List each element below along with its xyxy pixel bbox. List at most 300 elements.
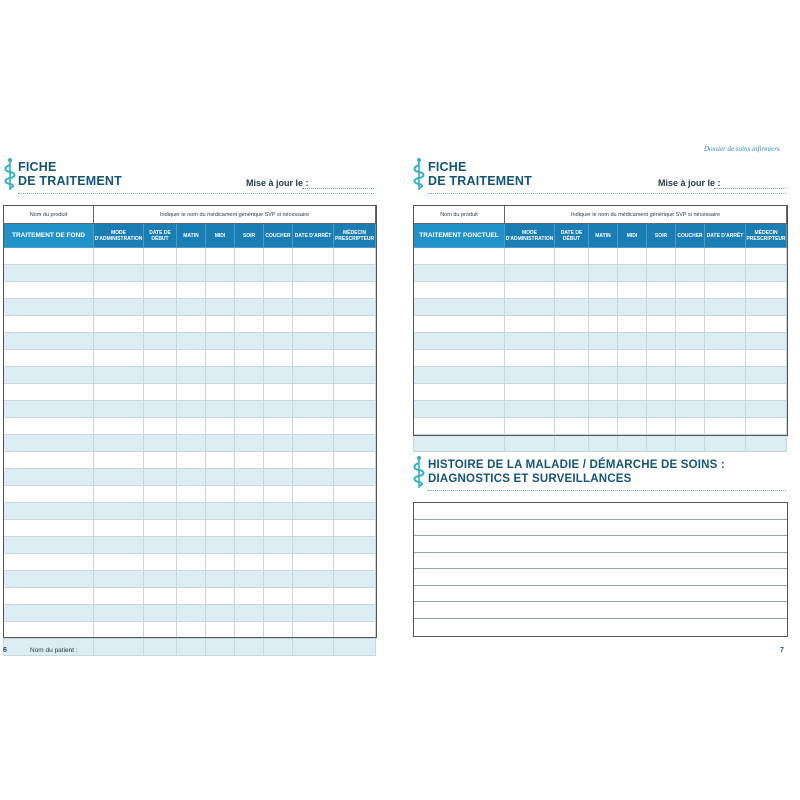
table-cell[interactable] (4, 520, 94, 537)
table-cell[interactable] (206, 469, 235, 486)
table-cell[interactable] (676, 418, 705, 435)
table-cell[interactable] (177, 384, 206, 401)
table-cell[interactable] (414, 265, 505, 282)
table-cell[interactable] (647, 367, 676, 384)
table-cell[interactable] (4, 452, 94, 469)
table-cell[interactable] (555, 265, 589, 282)
table-cell[interactable] (206, 384, 235, 401)
table-cell[interactable] (505, 316, 555, 333)
table-cell[interactable] (589, 299, 618, 316)
table-cell[interactable] (177, 503, 206, 520)
table-cell[interactable] (746, 418, 787, 435)
table-cell[interactable] (144, 537, 177, 554)
table-cell[interactable] (647, 299, 676, 316)
update-date-field[interactable] (714, 188, 786, 189)
table-cell[interactable] (177, 537, 206, 554)
table-cell[interactable] (235, 605, 264, 622)
table-cell[interactable] (206, 350, 235, 367)
table-cell[interactable] (705, 282, 746, 299)
table-cell[interactable] (94, 418, 144, 435)
table-cell[interactable] (206, 503, 235, 520)
table-cell[interactable] (589, 333, 618, 350)
table-cell[interactable] (206, 588, 235, 605)
table-cell[interactable] (94, 486, 144, 503)
table-cell[interactable] (4, 282, 94, 299)
table-cell[interactable] (235, 588, 264, 605)
table-cell[interactable] (177, 316, 206, 333)
table-cell[interactable] (177, 554, 206, 571)
table-cell[interactable] (144, 384, 177, 401)
update-date-field[interactable] (302, 188, 374, 189)
table-cell[interactable] (94, 639, 144, 656)
table-cell[interactable] (235, 316, 264, 333)
table-cell[interactable] (4, 469, 94, 486)
table-cell[interactable] (705, 367, 746, 384)
table-cell[interactable] (414, 350, 505, 367)
table-cell[interactable] (414, 384, 505, 401)
table-cell[interactable] (177, 435, 206, 452)
table-cell[interactable] (144, 588, 177, 605)
table-cell[interactable] (94, 248, 144, 265)
table-cell[interactable] (144, 418, 177, 435)
table-cell[interactable] (235, 639, 264, 656)
table-cell[interactable] (177, 469, 206, 486)
table-cell[interactable] (746, 350, 787, 367)
table-cell[interactable] (4, 571, 94, 588)
table-cell[interactable] (144, 554, 177, 571)
table-cell[interactable] (264, 452, 293, 469)
table-cell[interactable] (618, 248, 647, 265)
table-cell[interactable] (334, 588, 376, 605)
table-cell[interactable] (293, 452, 334, 469)
table-cell[interactable] (4, 588, 94, 605)
table-cell[interactable] (177, 639, 206, 656)
table-cell[interactable] (293, 503, 334, 520)
table-cell[interactable] (94, 299, 144, 316)
table-cell[interactable] (746, 367, 787, 384)
table-cell[interactable] (589, 248, 618, 265)
table-cell[interactable] (334, 469, 376, 486)
table-cell[interactable] (94, 265, 144, 282)
table-cell[interactable] (177, 588, 206, 605)
table-cell[interactable] (334, 435, 376, 452)
table-cell[interactable] (144, 282, 177, 299)
table-cell[interactable] (177, 350, 206, 367)
table-cell[interactable] (676, 299, 705, 316)
table-cell[interactable] (293, 333, 334, 350)
table-cell[interactable] (4, 503, 94, 520)
table-cell[interactable] (206, 248, 235, 265)
table-cell[interactable] (206, 316, 235, 333)
table-cell[interactable] (414, 316, 505, 333)
table-cell[interactable] (206, 401, 235, 418)
table-cell[interactable] (647, 333, 676, 350)
table-cell[interactable] (4, 435, 94, 452)
table-cell[interactable] (264, 537, 293, 554)
table-cell[interactable] (746, 401, 787, 418)
table-cell[interactable] (676, 248, 705, 265)
table-cell[interactable] (293, 435, 334, 452)
table-cell[interactable] (618, 384, 647, 401)
table-cell[interactable] (4, 265, 94, 282)
table-cell[interactable] (334, 605, 376, 622)
table-cell[interactable] (144, 265, 177, 282)
table-cell[interactable] (705, 248, 746, 265)
table-cell[interactable] (235, 571, 264, 588)
table-cell[interactable] (144, 605, 177, 622)
table-cell[interactable] (144, 435, 177, 452)
table-cell[interactable] (206, 299, 235, 316)
table-cell[interactable] (264, 435, 293, 452)
table-cell[interactable] (293, 265, 334, 282)
table-cell[interactable] (334, 452, 376, 469)
table-cell[interactable] (334, 503, 376, 520)
table-cell[interactable] (94, 367, 144, 384)
table-cell[interactable] (555, 248, 589, 265)
table-cell[interactable] (293, 401, 334, 418)
table-cell[interactable] (334, 486, 376, 503)
table-cell[interactable] (705, 401, 746, 418)
table-cell[interactable] (177, 367, 206, 384)
table-cell[interactable] (555, 418, 589, 435)
table-cell[interactable] (676, 265, 705, 282)
table-cell[interactable] (177, 333, 206, 350)
table-cell[interactable] (334, 537, 376, 554)
table-cell[interactable] (206, 605, 235, 622)
table-cell[interactable] (94, 435, 144, 452)
table-cell[interactable] (647, 316, 676, 333)
table-cell[interactable] (555, 435, 589, 452)
table-cell[interactable] (206, 265, 235, 282)
table-cell[interactable] (705, 384, 746, 401)
table-cell[interactable] (264, 282, 293, 299)
table-cell[interactable] (618, 299, 647, 316)
table-cell[interactable] (334, 418, 376, 435)
table-cell[interactable] (293, 520, 334, 537)
table-cell[interactable] (293, 299, 334, 316)
table-cell[interactable] (334, 350, 376, 367)
table-cell[interactable] (618, 435, 647, 452)
table-cell[interactable] (235, 452, 264, 469)
table-cell[interactable] (555, 316, 589, 333)
table-cell[interactable] (94, 503, 144, 520)
table-cell[interactable] (618, 333, 647, 350)
table-cell[interactable] (589, 418, 618, 435)
table-cell[interactable] (414, 282, 505, 299)
table-cell[interactable] (505, 350, 555, 367)
table-cell[interactable] (647, 418, 676, 435)
table-cell[interactable] (177, 571, 206, 588)
table-cell[interactable] (144, 248, 177, 265)
table-cell[interactable] (293, 486, 334, 503)
table-cell[interactable] (264, 333, 293, 350)
table-cell[interactable] (264, 299, 293, 316)
table-cell[interactable] (94, 333, 144, 350)
table-cell[interactable] (4, 367, 94, 384)
table-cell[interactable] (235, 622, 264, 639)
table-cell[interactable] (505, 299, 555, 316)
table-cell[interactable] (206, 435, 235, 452)
table-cell[interactable] (144, 503, 177, 520)
table-cell[interactable] (505, 282, 555, 299)
table-cell[interactable] (144, 452, 177, 469)
table-cell[interactable] (746, 384, 787, 401)
table-cell[interactable] (264, 520, 293, 537)
table-cell[interactable] (264, 588, 293, 605)
table-cell[interactable] (206, 520, 235, 537)
table-cell[interactable] (235, 299, 264, 316)
table-cell[interactable] (206, 418, 235, 435)
table-cell[interactable] (589, 435, 618, 452)
table-cell[interactable] (94, 282, 144, 299)
table-cell[interactable] (235, 469, 264, 486)
table-cell[interactable] (589, 316, 618, 333)
table-cell[interactable] (264, 605, 293, 622)
table-cell[interactable] (177, 605, 206, 622)
table-cell[interactable] (293, 605, 334, 622)
table-cell[interactable] (676, 384, 705, 401)
table-cell[interactable] (618, 367, 647, 384)
table-cell[interactable] (4, 248, 94, 265)
table-cell[interactable] (334, 622, 376, 639)
table-cell[interactable] (144, 299, 177, 316)
table-cell[interactable] (705, 265, 746, 282)
table-cell[interactable] (505, 333, 555, 350)
table-cell[interactable] (4, 333, 94, 350)
table-cell[interactable] (647, 384, 676, 401)
table-cell[interactable] (589, 265, 618, 282)
table-cell[interactable] (293, 282, 334, 299)
table-cell[interactable] (618, 316, 647, 333)
table-cell[interactable] (334, 554, 376, 571)
table-cell[interactable] (144, 520, 177, 537)
table-cell[interactable] (505, 248, 555, 265)
table-cell[interactable] (94, 588, 144, 605)
table-cell[interactable] (746, 333, 787, 350)
table-cell[interactable] (647, 350, 676, 367)
table-cell[interactable] (705, 350, 746, 367)
table-cell[interactable] (206, 333, 235, 350)
table-cell[interactable] (293, 350, 334, 367)
table-cell[interactable] (235, 486, 264, 503)
table-cell[interactable] (414, 248, 505, 265)
table-cell[interactable] (264, 503, 293, 520)
table-cell[interactable] (4, 605, 94, 622)
table-cell[interactable] (264, 418, 293, 435)
table-cell[interactable] (293, 571, 334, 588)
table-cell[interactable] (144, 333, 177, 350)
table-cell[interactable] (235, 537, 264, 554)
table-cell[interactable] (264, 486, 293, 503)
table-cell[interactable] (235, 282, 264, 299)
table-cell[interactable] (94, 554, 144, 571)
table-cell[interactable] (177, 486, 206, 503)
table-cell[interactable] (94, 350, 144, 367)
table-cell[interactable] (505, 367, 555, 384)
table-cell[interactable] (235, 367, 264, 384)
table-cell[interactable] (94, 316, 144, 333)
table-cell[interactable] (4, 486, 94, 503)
table-cell[interactable] (618, 418, 647, 435)
table-cell[interactable] (235, 418, 264, 435)
table-cell[interactable] (144, 401, 177, 418)
table-cell[interactable] (293, 316, 334, 333)
table-cell[interactable] (676, 282, 705, 299)
table-cell[interactable] (264, 384, 293, 401)
table-cell[interactable] (334, 367, 376, 384)
table-cell[interactable] (618, 265, 647, 282)
table-cell[interactable] (264, 469, 293, 486)
table-cell[interactable] (206, 571, 235, 588)
table-cell[interactable] (177, 265, 206, 282)
table-cell[interactable] (177, 401, 206, 418)
table-cell[interactable] (4, 622, 94, 639)
table-cell[interactable] (4, 299, 94, 316)
table-cell[interactable] (206, 622, 235, 639)
table-cell[interactable] (235, 248, 264, 265)
table-cell[interactable] (676, 316, 705, 333)
table-cell[interactable] (144, 367, 177, 384)
table-cell[interactable] (235, 520, 264, 537)
table-cell[interactable] (264, 571, 293, 588)
table-cell[interactable] (676, 401, 705, 418)
table-cell[interactable] (555, 333, 589, 350)
table-cell[interactable] (293, 367, 334, 384)
table-cell[interactable] (746, 282, 787, 299)
table-cell[interactable] (647, 435, 676, 452)
table-cell[interactable] (414, 299, 505, 316)
table-cell[interactable] (264, 639, 293, 656)
table-cell[interactable] (264, 622, 293, 639)
table-cell[interactable] (264, 350, 293, 367)
table-cell[interactable] (4, 350, 94, 367)
table-cell[interactable] (177, 520, 206, 537)
table-cell[interactable] (334, 384, 376, 401)
table-cell[interactable] (676, 435, 705, 452)
table-cell[interactable] (589, 282, 618, 299)
table-cell[interactable] (647, 265, 676, 282)
table-cell[interactable] (414, 418, 505, 435)
table-cell[interactable] (264, 554, 293, 571)
table-cell[interactable] (505, 418, 555, 435)
table-cell[interactable] (4, 418, 94, 435)
table-cell[interactable] (676, 333, 705, 350)
history-notes-area[interactable] (413, 502, 788, 637)
table-cell[interactable] (746, 299, 787, 316)
table-cell[interactable] (414, 401, 505, 418)
table-cell[interactable] (4, 384, 94, 401)
table-cell[interactable] (746, 248, 787, 265)
table-cell[interactable] (334, 282, 376, 299)
table-cell[interactable] (618, 350, 647, 367)
table-cell[interactable] (235, 554, 264, 571)
table-cell[interactable] (705, 435, 746, 452)
table-cell[interactable] (705, 333, 746, 350)
table-cell[interactable] (177, 452, 206, 469)
table-cell[interactable] (555, 401, 589, 418)
table-cell[interactable] (177, 248, 206, 265)
table-cell[interactable] (618, 401, 647, 418)
table-cell[interactable] (414, 333, 505, 350)
table-cell[interactable] (414, 367, 505, 384)
table-cell[interactable] (505, 401, 555, 418)
table-cell[interactable] (676, 350, 705, 367)
table-cell[interactable] (334, 299, 376, 316)
table-cell[interactable] (647, 282, 676, 299)
table-cell[interactable] (334, 265, 376, 282)
table-cell[interactable] (144, 486, 177, 503)
table-cell[interactable] (235, 384, 264, 401)
table-cell[interactable] (505, 384, 555, 401)
table-cell[interactable] (293, 588, 334, 605)
table-cell[interactable] (4, 401, 94, 418)
table-cell[interactable] (264, 401, 293, 418)
table-cell[interactable] (555, 299, 589, 316)
table-cell[interactable] (206, 452, 235, 469)
table-cell[interactable] (235, 350, 264, 367)
table-cell[interactable] (555, 350, 589, 367)
table-cell[interactable] (144, 639, 177, 656)
table-cell[interactable] (144, 316, 177, 333)
table-cell[interactable] (206, 554, 235, 571)
table-cell[interactable] (264, 265, 293, 282)
table-cell[interactable] (647, 248, 676, 265)
table-cell[interactable] (589, 350, 618, 367)
table-cell[interactable] (94, 622, 144, 639)
table-cell[interactable] (235, 265, 264, 282)
table-cell[interactable] (505, 435, 555, 452)
table-cell[interactable] (705, 316, 746, 333)
table-cell[interactable] (334, 333, 376, 350)
table-cell[interactable] (264, 367, 293, 384)
table-cell[interactable] (206, 282, 235, 299)
table-cell[interactable] (144, 350, 177, 367)
table-cell[interactable] (589, 367, 618, 384)
table-cell[interactable] (555, 367, 589, 384)
table-cell[interactable] (293, 639, 334, 656)
table-cell[interactable] (293, 554, 334, 571)
table-cell[interactable] (334, 316, 376, 333)
table-cell[interactable] (589, 401, 618, 418)
table-cell[interactable] (746, 316, 787, 333)
table-cell[interactable] (206, 639, 235, 656)
table-cell[interactable] (94, 452, 144, 469)
table-cell[interactable] (705, 418, 746, 435)
table-cell[interactable] (293, 248, 334, 265)
table-cell[interactable] (293, 384, 334, 401)
table-cell[interactable] (555, 384, 589, 401)
table-cell[interactable] (235, 401, 264, 418)
table-cell[interactable] (676, 367, 705, 384)
table-cell[interactable] (334, 639, 376, 656)
table-cell[interactable] (746, 265, 787, 282)
table-cell[interactable] (94, 401, 144, 418)
table-cell[interactable] (4, 537, 94, 554)
table-cell[interactable] (177, 418, 206, 435)
table-cell[interactable] (206, 537, 235, 554)
table-cell[interactable] (94, 537, 144, 554)
table-cell[interactable] (334, 248, 376, 265)
table-cell[interactable] (177, 299, 206, 316)
table-cell[interactable] (235, 503, 264, 520)
table-cell[interactable] (293, 469, 334, 486)
table-cell[interactable] (206, 486, 235, 503)
table-cell[interactable] (4, 554, 94, 571)
table-cell[interactable] (293, 418, 334, 435)
table-cell[interactable] (144, 469, 177, 486)
table-cell[interactable] (144, 571, 177, 588)
table-cell[interactable] (177, 622, 206, 639)
